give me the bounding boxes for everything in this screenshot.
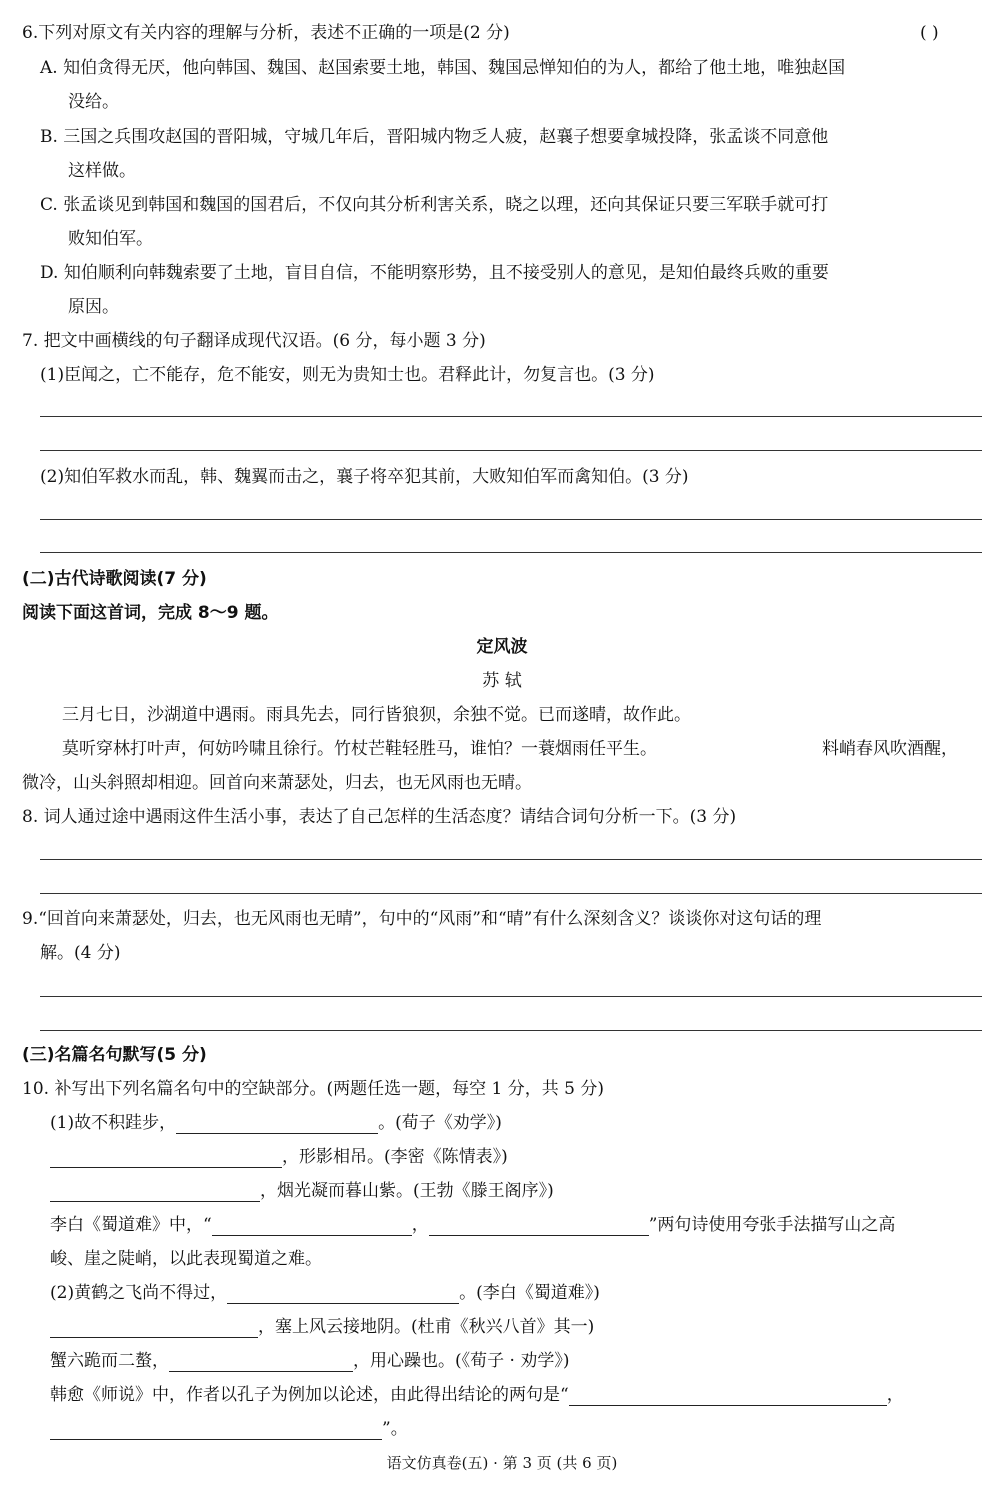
q9-stem-cont: 解。(4 分) [40, 943, 121, 963]
poem-author: 苏 轼 [482, 671, 522, 691]
q10-item-1a [50, 1112, 502, 1134]
q10-item-1a-post: 。(荀子《劝学》) [378, 1113, 502, 1133]
q10-item-2c-pre: 蟹六跪而二螯， [50, 1351, 169, 1371]
q6-option-a: A. 知伯贪得无厌，他向韩国、魏国、赵国索要土地，韩国、魏国忌惮知伯的为人，都给了他土地，唯独赵国 [40, 58, 846, 78]
q9-answer-line-1[interactable] [40, 996, 982, 997]
q7-sub1-answer-line-1[interactable] [40, 416, 982, 417]
q10-blank-5[interactable] [429, 1217, 649, 1236]
section-2-instruction: 阅读下面这首词，完成 8～9 题。 [22, 603, 279, 623]
q10-blank-8[interactable] [169, 1353, 353, 1372]
q10-item-2a-post: 。(李白《蜀道难》) [459, 1283, 600, 1303]
q7-sub2: (2)知伯军救水而乱，韩、魏翼而击之，襄子将卒犯其前，大败知伯军而禽知伯。(3 分) [40, 467, 689, 487]
q10-item-2d-post: ， [886, 1385, 904, 1405]
q6-option-d-cont: 原因。 [68, 297, 119, 317]
poem-preface: 三月七日，沙湖道中遇雨。雨具先去，同行皆狼狈，余独不觉。已而遂晴，故作此。 [62, 705, 691, 725]
q6-option-c: C. 张孟谈见到韩国和魏国的国君后，不仅向其分析利害关系，晓之以理，还向其保证只要三军联手就可打 [40, 195, 829, 215]
q10-blank-7[interactable] [50, 1319, 258, 1338]
q10-item-2d [50, 1384, 904, 1406]
q10-blank-9[interactable] [569, 1387, 887, 1406]
q6-option-a-cont: 没给。 [68, 92, 119, 112]
q10-item-2a [50, 1282, 600, 1304]
q10-stem: 10. 补写出下列名篇名句中的空缺部分。(两题任选一题，每空 1 分，共 5 分) [22, 1079, 604, 1099]
q10-blank-2[interactable] [50, 1149, 282, 1168]
section-2-title: (二)古代诗歌阅读(7 分) [22, 569, 207, 589]
q10-blank-1[interactable] [176, 1115, 378, 1134]
q8-answer-line-1[interactable] [40, 859, 982, 860]
poem-line-1-end: 料峭春风吹酒醒， [822, 739, 958, 759]
page-footer: 语文仿真卷(五) · 第 3 页 (共 6 页) [386, 1454, 618, 1472]
q6-option-d: D. 知伯顺利向韩魏索要了土地，盲目自信，不能明察形势，且不接受别人的意见，是知伯最终兵败的重要 [40, 263, 829, 283]
q6-option-c-cont: 败知伯军。 [68, 229, 153, 249]
q10-blank-6[interactable] [227, 1285, 459, 1304]
q6-option-b: B. 三国之兵围攻赵国的晋阳城，守城几年后，晋阳城内物乏人疲，赵襄子想要拿城投降，张孟谈不同意他 [40, 127, 829, 147]
q7-stem: 7. 把文中画横线的句子翻译成现代汉语。(6 分，每小题 3 分) [22, 331, 486, 351]
q10-item-2c-post: ，用心躁也。(《荀子 · 劝学》) [353, 1351, 570, 1371]
poem-title: 定风波 [476, 637, 528, 657]
q8-answer-line-2[interactable] [40, 893, 982, 894]
q6-stem: 6.下列对原文有关内容的理解与分析，表述不正确的一项是(2 分) [22, 23, 510, 43]
q8-stem: 8. 词人通过途中遇雨这件生活小事，表达了自己怎样的生活态度？请结合词句分析一下。(3 分) [22, 807, 737, 827]
q10-item-1c-post: ，烟光凝而暮山紫。(王勃《滕王阁序》) [260, 1181, 554, 1201]
q10-blank-10[interactable] [50, 1421, 382, 1440]
q10-item-1d-pre: 李白《蜀道难》中，“ [50, 1215, 212, 1235]
q10-item-2c [50, 1350, 569, 1372]
q7-sub2-answer-line-1[interactable] [40, 519, 982, 520]
q10-blank-3[interactable] [50, 1183, 260, 1202]
q10-item-1b-post: ，形影相吊。(李密《陈情表》) [282, 1147, 508, 1167]
q10-item-2b [50, 1316, 594, 1338]
q10-item-1d-mid: ， [411, 1215, 429, 1235]
q10-item-2e-post: ”。 [382, 1419, 408, 1439]
q9-answer-line-2[interactable] [40, 1030, 982, 1031]
q10-blank-4[interactable] [212, 1217, 412, 1236]
q7-sub2-answer-line-2[interactable] [40, 552, 982, 553]
q10-item-2b-post: ，塞上风云接地阴。(杜甫《秋兴八首》其一) [258, 1317, 595, 1337]
q7-sub1-answer-line-2[interactable] [40, 450, 982, 451]
poem-line-1: 莫听穿林打叶声，何妨吟啸且徐行。竹杖芒鞋轻胜马，谁怕？一蓑烟雨任平生。 [62, 739, 657, 759]
q10-item-1a-pre: (1)故不积跬步， [50, 1113, 177, 1133]
q9-stem: 9.“回首向来萧瑟处，归去，也无风雨也无晴”，句中的“风雨”和“晴”有什么深刻含义？谈谈你对这句话的理 [22, 909, 822, 929]
q7-sub1: (1)臣闻之，亡不能存，危不能安，则无为贵知士也。君释此计，勿复言也。(3 分) [40, 365, 655, 385]
section-3-title: (三)名篇名句默写(5 分) [22, 1045, 207, 1065]
q10-item-1b [50, 1146, 508, 1168]
q10-item-2e [50, 1418, 408, 1440]
q10-item-2a-pre: (2)黄鹤之飞尚不得过， [50, 1283, 228, 1303]
q10-item-1c [50, 1180, 554, 1202]
q6-answer-bracket: ( ) [920, 23, 939, 43]
q10-item-1d [50, 1214, 895, 1236]
q10-item-2d-pre: 韩愈《师说》中，作者以孔子为例加以论述，由此得出结论的两句是“ [50, 1385, 569, 1405]
q6-option-b-cont: 这样做。 [68, 161, 136, 181]
q10-item-1d-post: ”两句诗使用夸张手法描写山之高 [648, 1215, 896, 1235]
q10-item-1d-cont: 峻、崖之陡峭，以此表现蜀道之难。 [50, 1249, 322, 1269]
poem-line-2: 微冷，山头斜照却相迎。回首向来萧瑟处，归去，也无风雨也无晴。 [22, 773, 532, 793]
